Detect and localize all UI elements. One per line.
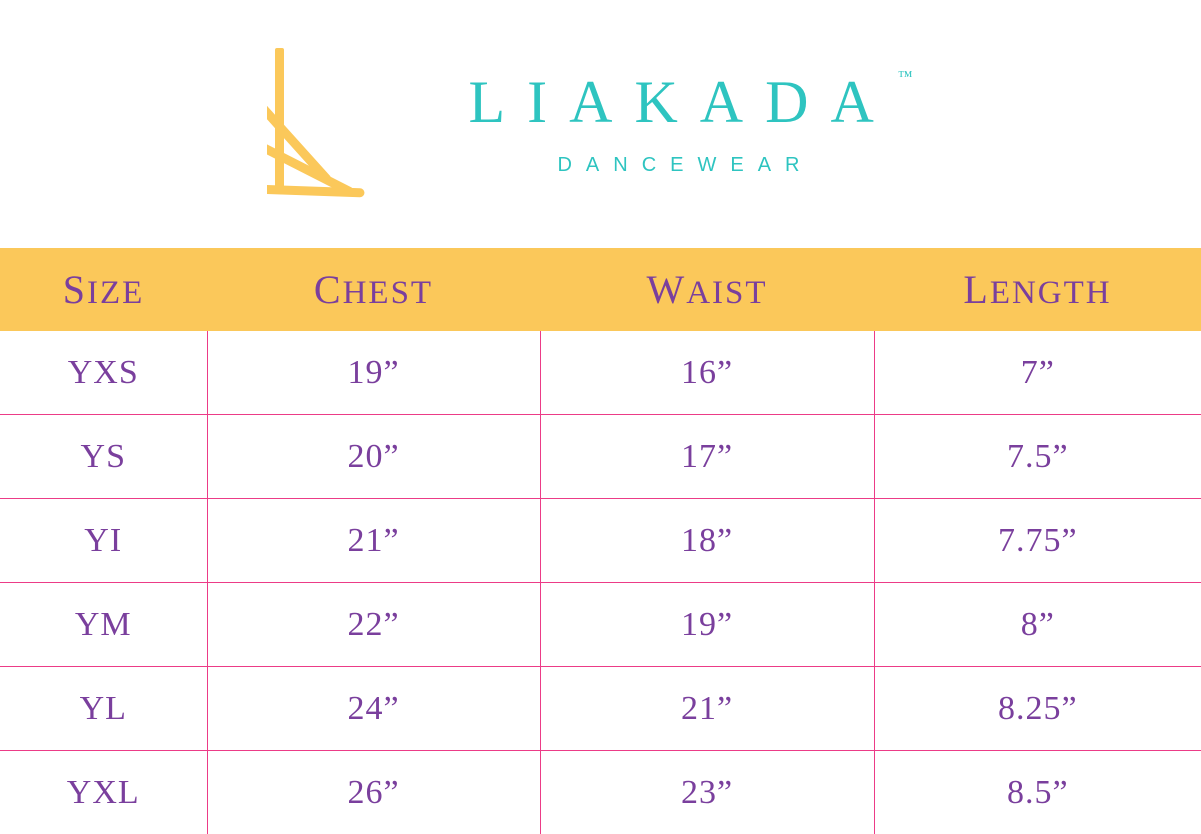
cell-length: 7” (874, 331, 1201, 415)
size-chart-table (0, 248, 1201, 834)
fan-burst-icon (267, 44, 407, 204)
cell-size: YXL (0, 751, 207, 834)
cell-waist: 18” (540, 499, 874, 583)
table-row (0, 583, 1201, 667)
table-row (0, 667, 1201, 751)
cell-chest: 19” (207, 331, 540, 415)
cell-chest: 26” (207, 751, 540, 834)
trademark-symbol: ™ (898, 69, 913, 85)
cell-chest: 22” (207, 583, 540, 667)
brand-name (447, 72, 911, 132)
table-row (0, 331, 1201, 415)
table-header-row (0, 248, 1201, 331)
cell-waist: 23” (540, 751, 874, 834)
cell-length: 8.25” (874, 667, 1201, 751)
logo-text (447, 72, 911, 177)
cell-waist: 21” (540, 667, 874, 751)
column-header-chest: CHEST (207, 248, 540, 331)
column-header-size: SIZE (0, 248, 207, 331)
cell-waist: 19” (540, 583, 874, 667)
cell-length: 8.5” (874, 751, 1201, 834)
cell-chest: 21” (207, 499, 540, 583)
cell-waist: 16” (540, 331, 874, 415)
cell-waist: 17” (540, 415, 874, 499)
column-header-length: LENGTH (874, 248, 1201, 331)
logo (267, 44, 911, 204)
cell-size: YL (0, 667, 207, 751)
cell-length: 8” (874, 583, 1201, 667)
column-header-waist: WAIST (540, 248, 874, 331)
cell-size: YM (0, 583, 207, 667)
cell-size: YXS (0, 331, 207, 415)
cell-chest: 24” (207, 667, 540, 751)
cell-chest: 20” (207, 415, 540, 499)
brand-header (0, 0, 1201, 248)
table-row (0, 415, 1201, 499)
cell-size: YS (0, 415, 207, 499)
brand-name-text: LIAKADA (469, 69, 896, 135)
table-row (0, 751, 1201, 834)
brand-tagline: DANCEWEAR (543, 154, 813, 177)
cell-size: YI (0, 499, 207, 583)
cell-length: 7.5” (874, 415, 1201, 499)
cell-length: 7.75” (874, 499, 1201, 583)
table-row (0, 499, 1201, 583)
